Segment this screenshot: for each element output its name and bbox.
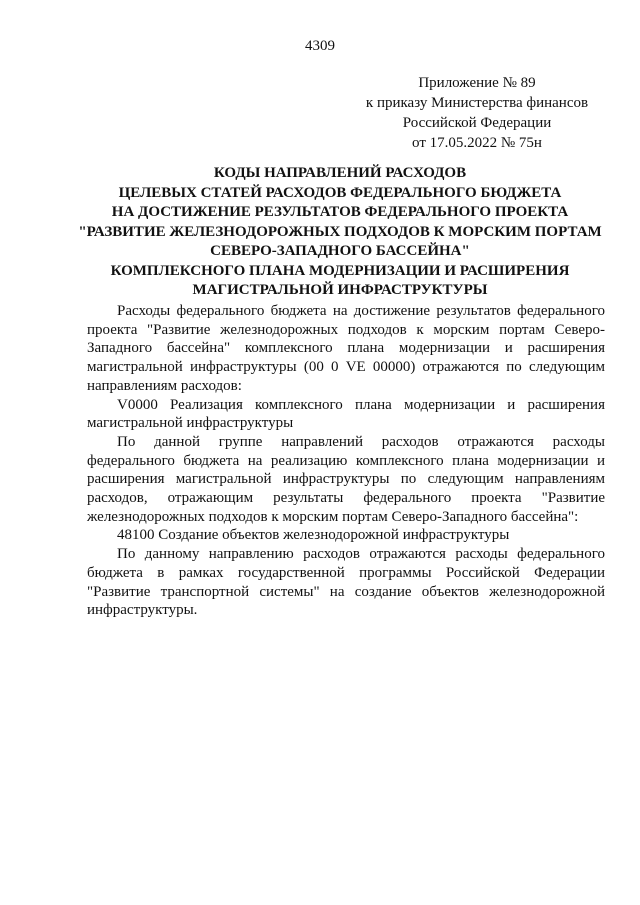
body-paragraph: 48100 Создание объектов железнодорожной инфраструктуры — [117, 527, 510, 544]
title-line: НА ДОСТИЖЕНИЕ РЕЗУЛЬТАТОВ ФЕДЕРАЛЬНОГО ПРОЕКТА — [111, 204, 569, 220]
title-line: КОМПЛЕКСНОГО ПЛАНА МОДЕРНИЗАЦИИ И РАСШИРЕНИЯ — [110, 262, 570, 279]
body-paragraph: V0000 Реализация комплексного плана модернизации и расширения магистральной инфраструктуры — [87, 396, 605, 432]
title-line: ЦЕЛЕВЫХ СТАТЕЙ РАСХОДОВ ФЕДЕРАЛЬНОГО БЮДЖЕТА — [118, 184, 562, 201]
body-paragraph: По данной группе направлений расходов отражаются расходы федерального бюджета на реализацию комплексного плана модернизации и расширения магистральной инфраструктуры по следующим направлениям расходов, отражающим результаты федерального проекта "Развитие железнодорожных подходов к морским портам Северо-Западного бассейна": — [87, 433, 605, 525]
appendix-block — [352, 73, 602, 153]
document-body — [87, 302, 605, 620]
body-paragraph: По данному направлению расходов отражаются расходы федерального бюджета в рамках государственной программы Российской Федерации "Развитие транспортной системы" на создание объектов железнодорожной инфраструктуры. — [87, 546, 605, 619]
appendix-line: Приложение № 89 — [418, 75, 536, 91]
title-line: МАГИСТРАЛЬНОЙ ИНФРАСТРУКТУРЫ — [192, 282, 488, 298]
title-line: "РАЗВИТИЕ ЖЕЛЕЗНОДОРОЖНЫХ ПОДХОДОВ К МОРСКИМ ПОРТАМ — [78, 223, 602, 240]
appendix-line: Российской Федерации — [402, 115, 552, 131]
title-line: СЕВЕРО-ЗАПАДНОГО БАССЕЙНА" — [210, 243, 470, 259]
body-paragraph: Расходы федерального бюджета на достижение результатов федерального проекта "Развитие железнодорожных подходов к морским портам Северо-Западного бассейна" комплексного плана модернизации и расширения магистральной инфраструктуры (00 0 VE 00000) отражаются по следующим направлениям расходов: — [87, 303, 605, 394]
appendix-line: от 17.05.2022 № 75н — [412, 135, 542, 151]
document-title — [60, 164, 620, 301]
appendix-line: к приказу Министерства финансов — [365, 95, 589, 111]
title-line: КОДЫ НАПРАВЛЕНИЙ РАСХОДОВ — [213, 165, 467, 181]
page-number: 4309 — [305, 38, 335, 54]
